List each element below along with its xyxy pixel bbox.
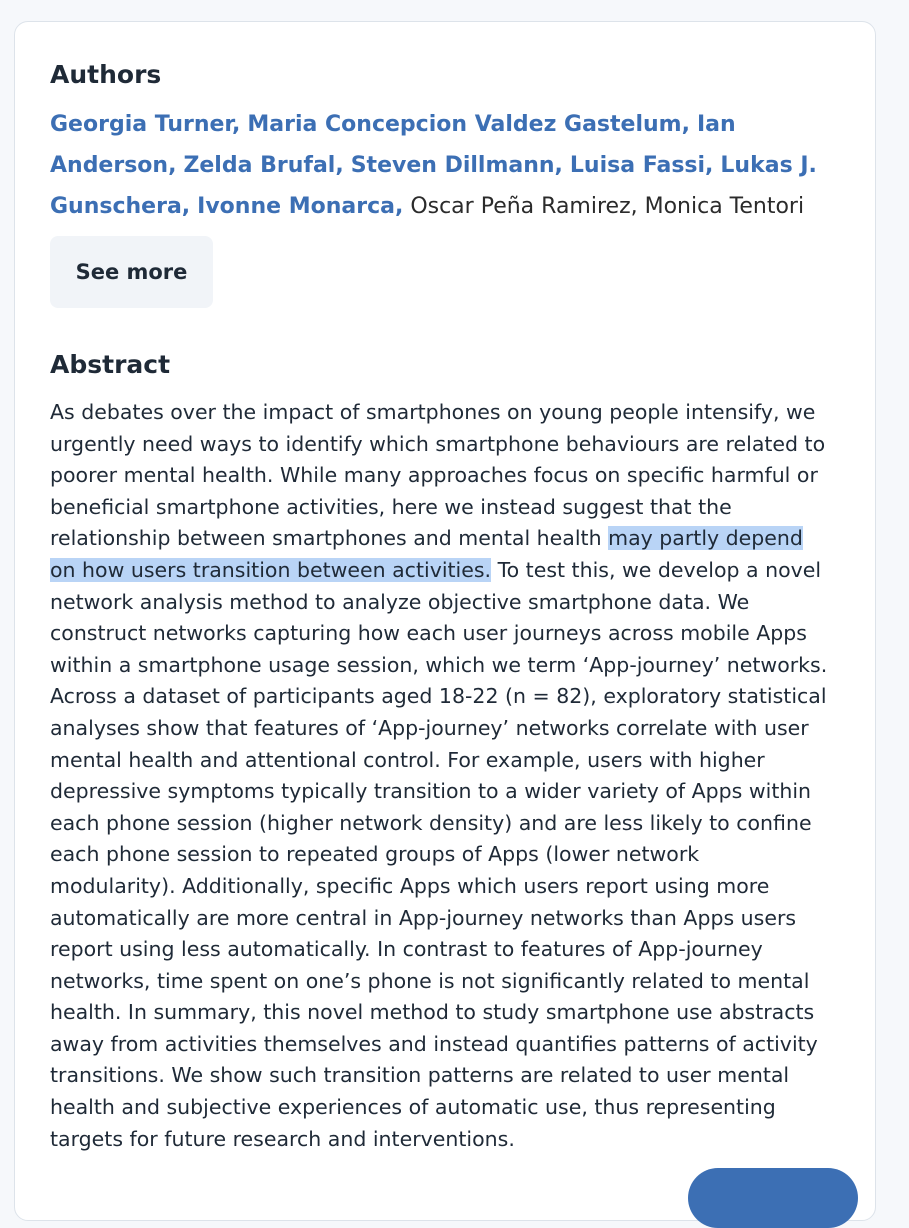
abstract-text-start: As debates over the impact of smartphones on young people intensify, we urgently need ways to identify which smartphone behaviours are related to poorer mental health. While many approaches focus on specific harmful or beneficial smartphone activities, here we instead suggest that the relationship between smartphones and mental health (50, 400, 826, 551)
action-button[interactable] (688, 1168, 858, 1228)
author-link[interactable]: Georgia Turner, (50, 112, 241, 137)
author-link[interactable]: Maria Concepcion Valdez Gastelum, (247, 112, 690, 137)
see-more-button[interactable]: See more (50, 236, 213, 308)
highlighted-text-selection: may partly depend on how users transition between activities. (50, 526, 803, 582)
author-link[interactable]: Steven Dillmann, (350, 153, 563, 178)
article-card (14, 21, 876, 1221)
author-list (50, 104, 850, 227)
author-names-plain: Oscar Peña Ramirez, Monica Tentori (410, 194, 805, 219)
authors-heading: Authors (50, 60, 162, 89)
abstract-text-end: To test this, we develop a novel network analysis method to analyze objective smartphone data. We construct networks capturing how each user journeys across mobile Apps within a smartphone usage session, which we term ‘App-journey’ networks. Across a dataset of participants aged 18-22 (n = 82), exploratory statistical analyses show that features of ‘App-journey’ networks correlate with user mental health and attentional control. For example, users with higher depressive symptoms typically transition to a wider variety of Apps within each phone session (higher network density) and are less likely to confine each phone session to repeated groups of Apps (lower network modularity). Additionally, specific Apps which users report using more automatically are more central in App-journey networks than Apps users report using less automatically. In contrast to features of App-journey networks, time spent on one’s phone is not significantly related to mental health. In summary, this novel method to study smartphone use abstracts away from activities themselves and instead quantifies patterns of activity transitions. We show such transition patterns are related to user mental health and subjective experiences of automatic use, thus representing targets for future research and interventions. (50, 557, 828, 1151)
abstract-text (50, 397, 830, 1155)
author-link[interactable]: Luisa Fassi, (569, 153, 714, 178)
author-link[interactable]: Zelda Brufal, (183, 153, 344, 178)
author-link[interactable]: Ian Anderson, (50, 112, 736, 178)
author-link[interactable]: Lukas J. Gunschera, (50, 153, 817, 219)
abstract-heading: Abstract (50, 350, 171, 379)
author-link[interactable]: Ivonne Monarca, (197, 194, 404, 219)
